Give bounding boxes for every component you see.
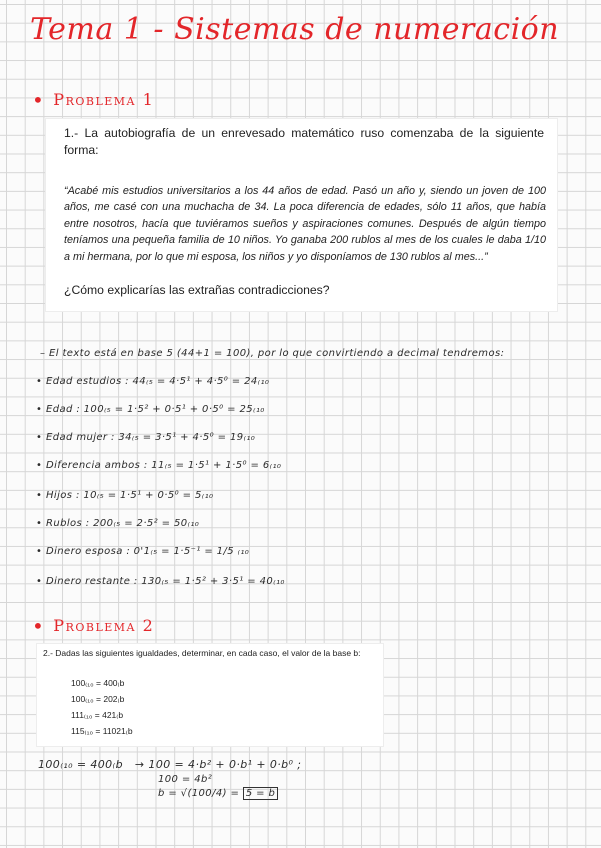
note-text: Edad : 100₍₅ = 1·5² + 0·5¹ + 0·5⁰ = 25₍₁₀ — [46, 404, 265, 415]
bullet-dot-icon: • — [36, 404, 43, 415]
problem2-statement-box — [36, 643, 384, 747]
problem1-statement-box — [45, 118, 558, 312]
bullet-dot-icon: • — [36, 490, 43, 501]
problem1-statement-intro: 1.- La autobiografía de un enrevesado matemático ruso comenzaba de la siguiente forma: — [64, 126, 544, 157]
note-text: Dinero restante : 130₍₅ = 1·5² + 3·5¹ = 40₍₁₀ — [46, 576, 285, 587]
note-text: Dinero esposa : 0'1₍₅ = 1·5⁻¹ = 1/5 ₍₁₀ — [46, 546, 250, 557]
problem1-notes-intro: – El texto está en base 5 (44+1 = 100), por lo que convirtiendo a decimal tendremos: — [40, 348, 505, 359]
problem1-statement-quote: “Acabé mis estudios universitarios a los 44 años de edad. Pasó un año y, siendo un joven de 100 años, me casé con una muchacha de 34. La poca diferencia de edades, sólo 11 años, que había entre nosotros, hacía que tuviéramos sueños y aspiraciones comunes. Después de algún tiempo teníamos una pequeña familia de 10 niños. Yo ganaba 200 rublos al mes de los cuales le daba 1/10 a mi hermana, por lo que mi esposa, los niños y yo disponíamos de 130 rublos al mes...” — [64, 185, 546, 263]
note-text: Edad mujer : 34₍₅ = 3·5¹ + 4·5⁰ = 19₍₁₀ — [46, 432, 256, 443]
problem2-heading — [32, 614, 154, 638]
problem1-heading-text: Problema 1 — [53, 90, 155, 109]
note-line — [36, 460, 281, 471]
note-line — [36, 490, 213, 501]
equality-item: 100₍₁₀ = 400₍b — [71, 678, 125, 688]
bullet-dot-icon: • — [32, 88, 46, 112]
solution-line-2: 100 = 4b² — [158, 774, 213, 785]
solution-line-3-prefix: b = √(100/4) = — [158, 788, 240, 799]
note-line — [36, 576, 285, 587]
solution-boxed-answer: 5 = b — [243, 787, 278, 800]
problem1-statement-question: ¿Cómo explicarías las extrañas contradicciones? — [64, 283, 330, 297]
problem2-equalities-list — [71, 678, 133, 742]
note-line — [36, 404, 265, 415]
note-text: Hijos : 10₍₅ = 1·5¹ + 0·5⁰ = 5₍₁₀ — [46, 490, 214, 501]
page-title: Tema 1 - Sistemas de numeración — [30, 12, 560, 47]
equality-item: 100₍₁₀ = 202₍b — [71, 694, 125, 704]
equality-item: 111₍₁₀ = 421₍b — [71, 710, 124, 720]
note-line — [36, 432, 255, 443]
solution-line-3 — [158, 788, 278, 799]
note-text: Edad estudios : 44₍₅ = 4·5¹ + 4·5⁰ = 24₍₁₀ — [46, 376, 270, 387]
solution-line-1-left: 100₍₁₀ = 400₍b — [38, 758, 124, 771]
bullet-dot-icon: • — [36, 460, 43, 471]
bullet-dot-icon: • — [32, 614, 46, 638]
bullet-dot-icon: • — [36, 518, 43, 529]
note-line — [36, 376, 269, 387]
problem1-heading — [32, 88, 154, 112]
problem2-statement-intro: 2.- Dadas las siguientes igualdades, determinar, en cada caso, el valor de la base b: — [43, 648, 361, 658]
solution-line-1-right: → 100 = 4·b² + 0·b¹ + 0·b⁰ ; — [134, 758, 302, 771]
note-text: Diferencia ambos : 11₍₅ = 1·5¹ + 1·5⁰ = 6₍₁₀ — [46, 460, 282, 471]
note-line — [36, 546, 249, 557]
note-text: Rublos : 200₍₅ = 2·5² = 50₍₁₀ — [46, 518, 200, 529]
problem2-heading-text: Problema 2 — [53, 616, 155, 635]
solution-line-1 — [38, 758, 301, 771]
bullet-dot-icon: • — [36, 546, 43, 557]
bullet-dot-icon: • — [36, 432, 43, 443]
equality-item: 115₍₁₀ = 11021₍b — [71, 726, 133, 736]
note-line — [36, 518, 199, 529]
bullet-dot-icon: • — [36, 376, 43, 387]
bullet-dot-icon: • — [36, 576, 43, 587]
